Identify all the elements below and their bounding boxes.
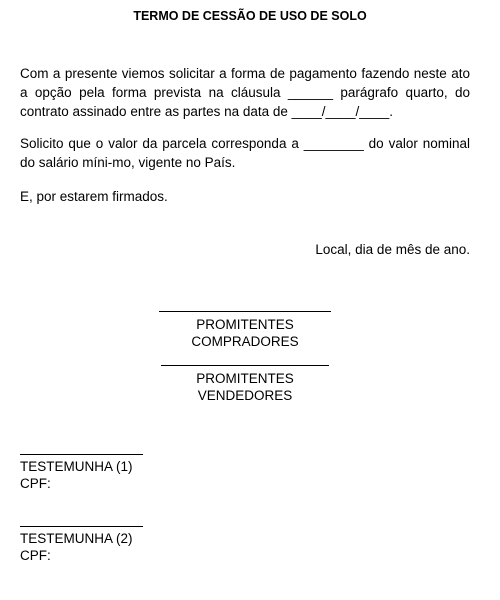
sellers-signature-block [161, 365, 329, 404]
witness-1-signature-line [20, 454, 143, 455]
sellers-signature-line [161, 365, 329, 366]
place-date-line: Local, dia de mês de ano. [315, 242, 470, 257]
payment-option-paragraph: Com a presente viemos solicitar a forma de pagamento fazendo neste ato a opção pela forma prevista na cláusula ______ parágrafo quarto, do contrato assinado entre as partes na data de ____/____/____. [20, 66, 470, 119]
witness-1-block [20, 454, 220, 492]
witness-2-cpf-label: CPF: [20, 548, 51, 563]
document-title: TERMO DE CESSÃO DE USO DE SOLO [133, 9, 367, 23]
witness-2-label: TESTEMUNHA (2) [20, 531, 133, 546]
witness-2-signature-line [20, 526, 143, 527]
buyers-signature-line [159, 311, 331, 312]
sellers-signature-label: PROMITENTES VENDEDORES [196, 371, 294, 403]
buyers-signature-block [159, 311, 331, 350]
witness-1-cpf-label: CPF: [20, 476, 51, 491]
installment-value-paragraph: Solicito que o valor da parcela corresponda a ________ do valor nominal do salário míni-mo, vigente no País. [20, 136, 470, 170]
closing-paragraph: E, por estarem firmados. [20, 189, 168, 204]
witness-1-label: TESTEMUNHA (1) [20, 459, 133, 474]
buyers-signature-label: PROMITENTES COMPRADORES [191, 317, 299, 349]
witness-2-block [20, 526, 220, 564]
